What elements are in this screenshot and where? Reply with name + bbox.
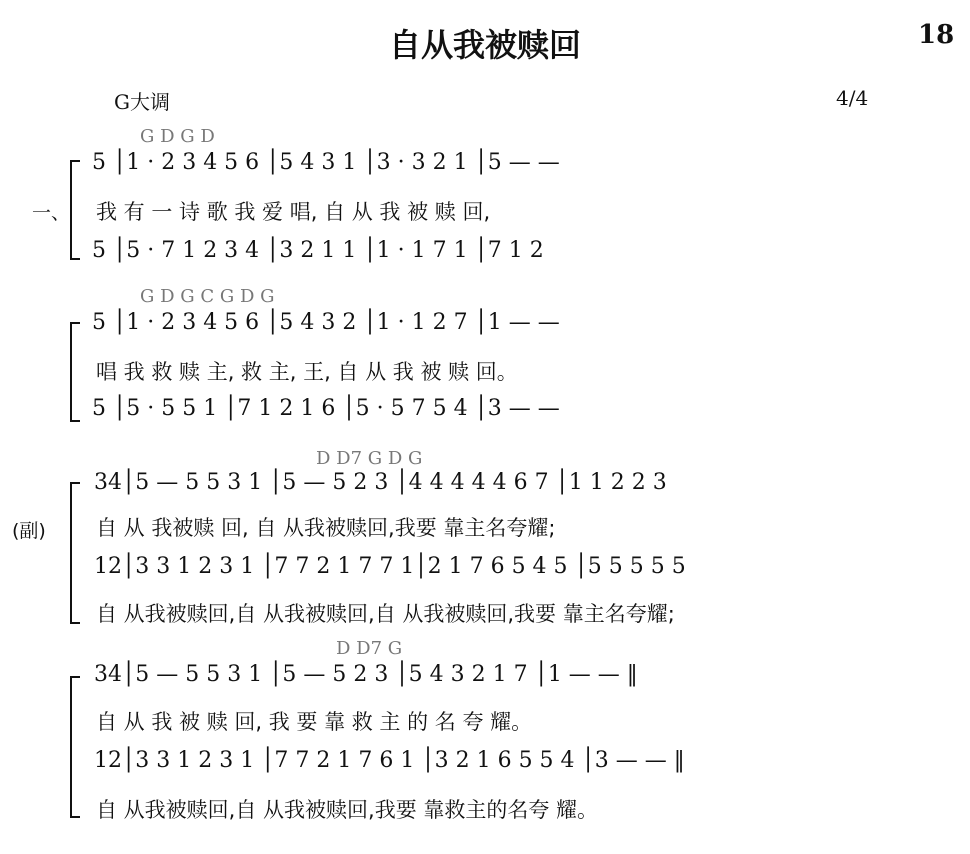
system-4-harmony: 12│3 3 1 2 3 1 │7 7 2 1 7 6 1 │3 2 1 6 5 5 4 │3 — — ‖ (94, 748, 685, 773)
system-4-bracket (70, 676, 80, 818)
system-3-lyrics-1: 自 从 我被赎 回, 自 从我被赎回,我要 靠主名夸耀; (96, 516, 556, 540)
system-4-melody: 34│5 — 5 5 3 1 │5 — 5 2 3 │5 4 3 2 1 7 │1 — — ‖ (94, 662, 638, 687)
system-1-harmony: 5 │5 · 7 1 2 3 4 │3 2 1 1 │1 · 1 7 1 │7 1 2 (92, 238, 544, 263)
system-4-lyrics-1: 自 从 我 被 赎 回, 我 要 靠 救 主 的 名 夸 耀。 (96, 710, 533, 734)
system-4-lyrics-2: 自 从我被赎回,自 从我被赎回,我要 靠救主的名夸 耀。 (96, 798, 599, 822)
system-2-lyrics: 唱 我 救 赎 主, 救 主, 王, 自 从 我 被 赎 回。 (96, 360, 518, 384)
system-3-lyrics-2: 自 从我被赎回,自 从我被赎回,自 从我被赎回,我要 靠主名夸耀; (96, 602, 675, 626)
system-3-harmony: 12│3 3 1 2 3 1 │7 7 2 1 7 7 1│2 1 7 6 5 4 5 │5 5 5 5 5 (94, 554, 686, 579)
key-signature: G大调 (114, 90, 170, 114)
system-1-chords: G D G D (140, 126, 215, 147)
song-title: 自从我被赎回 (388, 26, 581, 64)
system-2-chords: G D G C G D G (140, 286, 275, 307)
section-label-verse: 一、 (32, 202, 71, 224)
system-2-melody: 5 │1 · 2 3 4 5 6 │5 4 3 2 │1 · 1 2 7 │1 — — (92, 310, 560, 335)
page-number: 18 (918, 20, 955, 50)
system-2-bracket (70, 322, 80, 422)
system-2-harmony: 5 │5 · 5 5 1 │7 1 2 1 6 │5 · 5 7 5 4 │3 — — (92, 396, 560, 421)
system-4-chords: D D7 G (336, 638, 403, 659)
time-signature: 4/4 (836, 86, 869, 110)
system-3-melody: 34│5 — 5 5 3 1 │5 — 5 2 3 │4 4 4 4 4 6 7 │1 1 2 2 3 (94, 470, 667, 495)
section-label-chorus: (副) (12, 520, 46, 542)
system-3-bracket (70, 482, 80, 624)
system-1-bracket (70, 160, 80, 260)
system-3-chords: D D7 G D G (316, 448, 423, 469)
system-1-lyrics: 我 有 一 诗 歌 我 爱 唱, 自 从 我 被 赎 回, (96, 200, 491, 224)
system-1-melody: 5 │1 · 2 3 4 5 6 │5 4 3 1 │3 · 3 2 1 │5 — — (92, 150, 560, 175)
